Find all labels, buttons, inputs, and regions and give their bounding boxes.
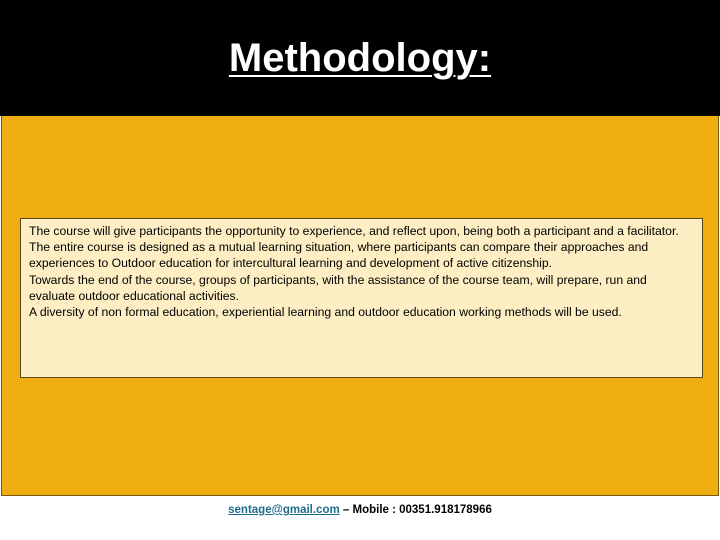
email-link[interactable]: sentage@gmail.com [228,504,340,516]
footer-contact [0,502,720,518]
content-area [1,116,719,496]
slide-title: Methodology: [228,36,492,80]
mobile-contact-text: – Mobile : 00351.918178966 [339,504,492,516]
paragraph-2: The entire course is designed as a mutual learning situation, where participants can compare their approaches and experiences to Outdoor education for intercultural learning and development of active citizenship. [29,240,649,271]
paragraph-4: A diversity of non formal education, experiential learning and outdoor education working methods will be used. [29,305,622,320]
paragraph-1: The course will give participants the opportunity to experience, and reflect upon, being both a participant and a facilitator. [29,224,679,238]
methodology-text-box [20,218,703,378]
paragraph-3: Towards the end of the course, groups of participants, with the assistance of the course team, will prepare, run and evaluate outdoor educational activities. [29,272,647,303]
title-band [0,0,720,116]
